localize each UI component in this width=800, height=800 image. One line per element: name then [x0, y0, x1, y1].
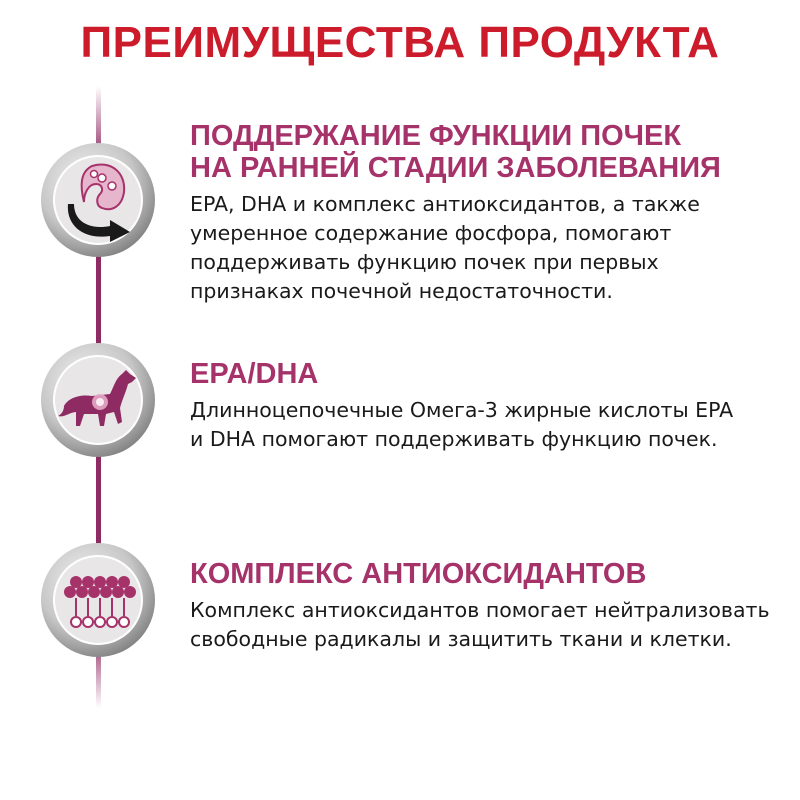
page-title: ПРЕИМУЩЕСТВА ПРОДУКТА — [80, 18, 720, 67]
kidney-icon — [40, 142, 156, 258]
benefit-description: Длинноцепочечные Омега-3 жирные кислоты EPA и DHA помогают поддерживать функцию почек. — [190, 398, 734, 451]
benefit-heading: EPA/DHA — [190, 358, 319, 390]
benefit-heading: КОМПЛЕКС АНТИОКСИДАНТОВ — [190, 558, 647, 590]
cell-membrane-icon — [40, 542, 156, 658]
dog-icon — [40, 342, 156, 458]
benefit-heading: ПОДДЕРЖАНИЕ ФУНКЦИИ ПОЧЕК НА РАННЕЙ СТАДИИ ЗАБОЛЕВАНИЯ — [190, 120, 721, 184]
benefit-description: EPA, DHA и комплекс антиоксидантов, а также умеренное содержание фосфора, помогают поддерживать функцию почек при первых признаках почечной недостаточности. — [190, 192, 700, 303]
benefit-description: Комплекс антиоксидантов помогает нейтрализовать свободные радикалы и защитить ткани и клетки. — [190, 598, 770, 651]
